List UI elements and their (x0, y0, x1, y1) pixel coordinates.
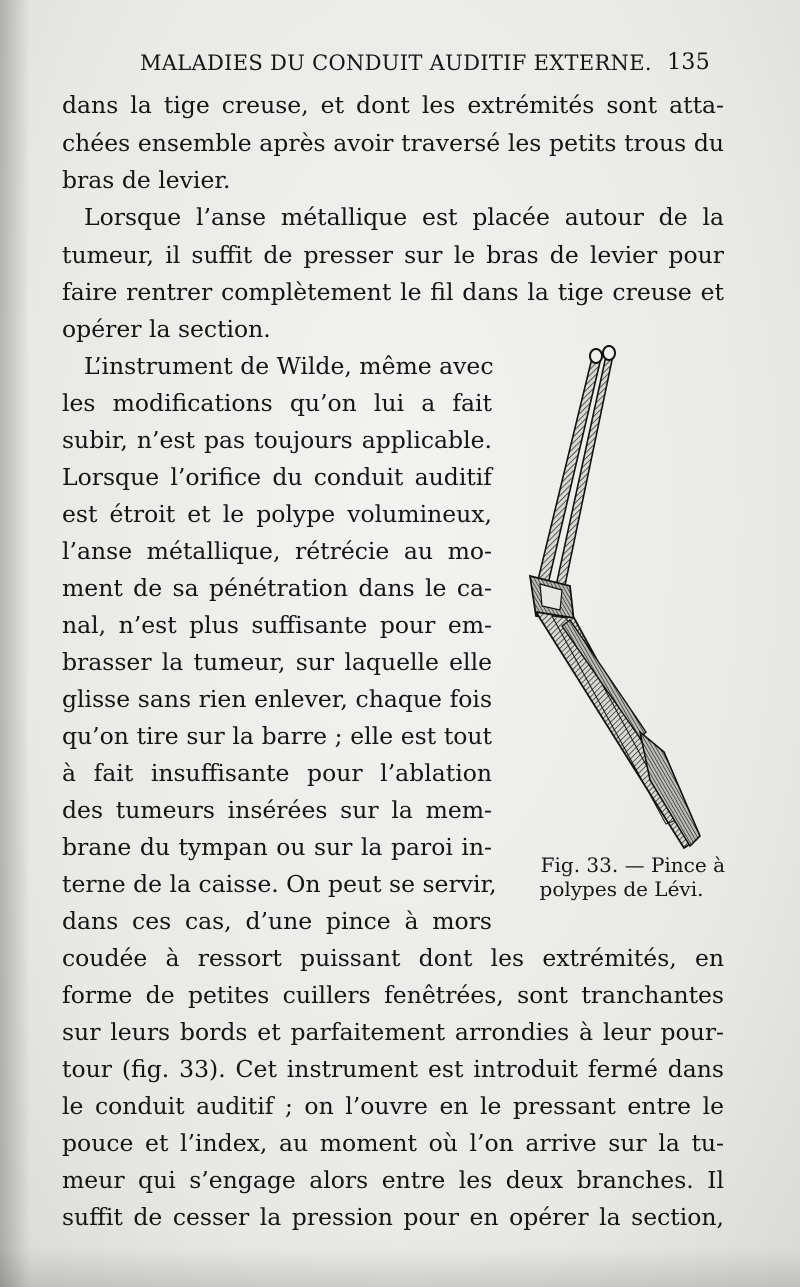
text-line: bras de levier. (62, 166, 231, 194)
running-head (140, 48, 710, 78)
page-gutter-shadow (0, 0, 30, 1287)
text-line: dans ces cas, d’une pince à mors (62, 907, 492, 935)
page-bottom-shadow (0, 1247, 800, 1287)
text-line: opérer la section. (62, 315, 271, 343)
text-line: Lorsque l’anse métallique est placée autour de la (84, 203, 724, 231)
text-line: nal, n’est plus suffisante pour em- (62, 611, 492, 639)
text-line: L’instrument de Wilde, même avec (84, 352, 494, 380)
text-line: brane du tympan ou sur la paroi in- (62, 833, 492, 861)
text-line: sur leurs bords et parfaitement arrondies à leur pour- (62, 1018, 724, 1046)
figure-caption-line-2: polypes de Lévi. (539, 877, 704, 901)
text-line: faire rentrer complètement le fil dans la tige creuse et (62, 278, 724, 306)
text-line: subir, n’est pas toujours applicable. (62, 426, 492, 454)
text-line: coudée à ressort puissant dont les extrémités, en (62, 944, 724, 972)
text-line: les modifications qu’on lui a fait (62, 389, 492, 417)
text-line: pouce et l’index, au moment où l’on arrive sur la tu- (62, 1129, 724, 1157)
text-line: est étroit et le polype volumineux, (62, 500, 492, 528)
text-line: qu’on tire sur la barre ; elle est tout (62, 722, 492, 750)
text-line: le conduit auditif ; on l’ouvre en le pressant entre le (62, 1092, 724, 1120)
text-line: dans la tige creuse, et dont les extrémités sont atta- (62, 91, 724, 119)
figure-caption (500, 853, 725, 901)
page-number: 135 (667, 50, 710, 75)
text-line: glisse sans rien enlever, chaque fois (62, 685, 492, 713)
text-line: des tumeurs insérées sur la mem- (62, 796, 492, 824)
figure-caption-line-1: Fig. 33. — Pince à (540, 853, 725, 877)
text-line: brasser la tumeur, sur laquelle elle (62, 648, 492, 676)
text-line: à fait insuffisante pour l’ablation (62, 759, 492, 787)
text-line: l’anse métallique, rétrécie au mo- (62, 537, 492, 565)
text-line: meur qui s’engage alors entre les deux branches. Il (62, 1166, 724, 1194)
text-line: chées ensemble après avoir traversé les petits trous du (62, 129, 724, 157)
text-line: suffit de cesser la pression pour en opérer la section, (62, 1203, 724, 1231)
text-line: terne de la caisse. On peut se servir, (62, 870, 497, 898)
text-line: tumeur, il suffit de presser sur le bras de levier pour (62, 241, 724, 269)
text-line: ment de sa pénétration dans le ca- (62, 574, 492, 602)
text-line: tour (fig. 33). Cet instrument est introduit fermé dans (62, 1055, 724, 1083)
text-line: Lorsque l’orifice du conduit auditif (62, 463, 492, 491)
running-head-title: MALADIES DU CONDUIT AUDITIF EXTERNE. (140, 51, 652, 75)
polyp-forceps-illustration (500, 340, 720, 860)
text-line: forme de petites cuillers fenêtrées, sont tranchantes (62, 981, 724, 1009)
